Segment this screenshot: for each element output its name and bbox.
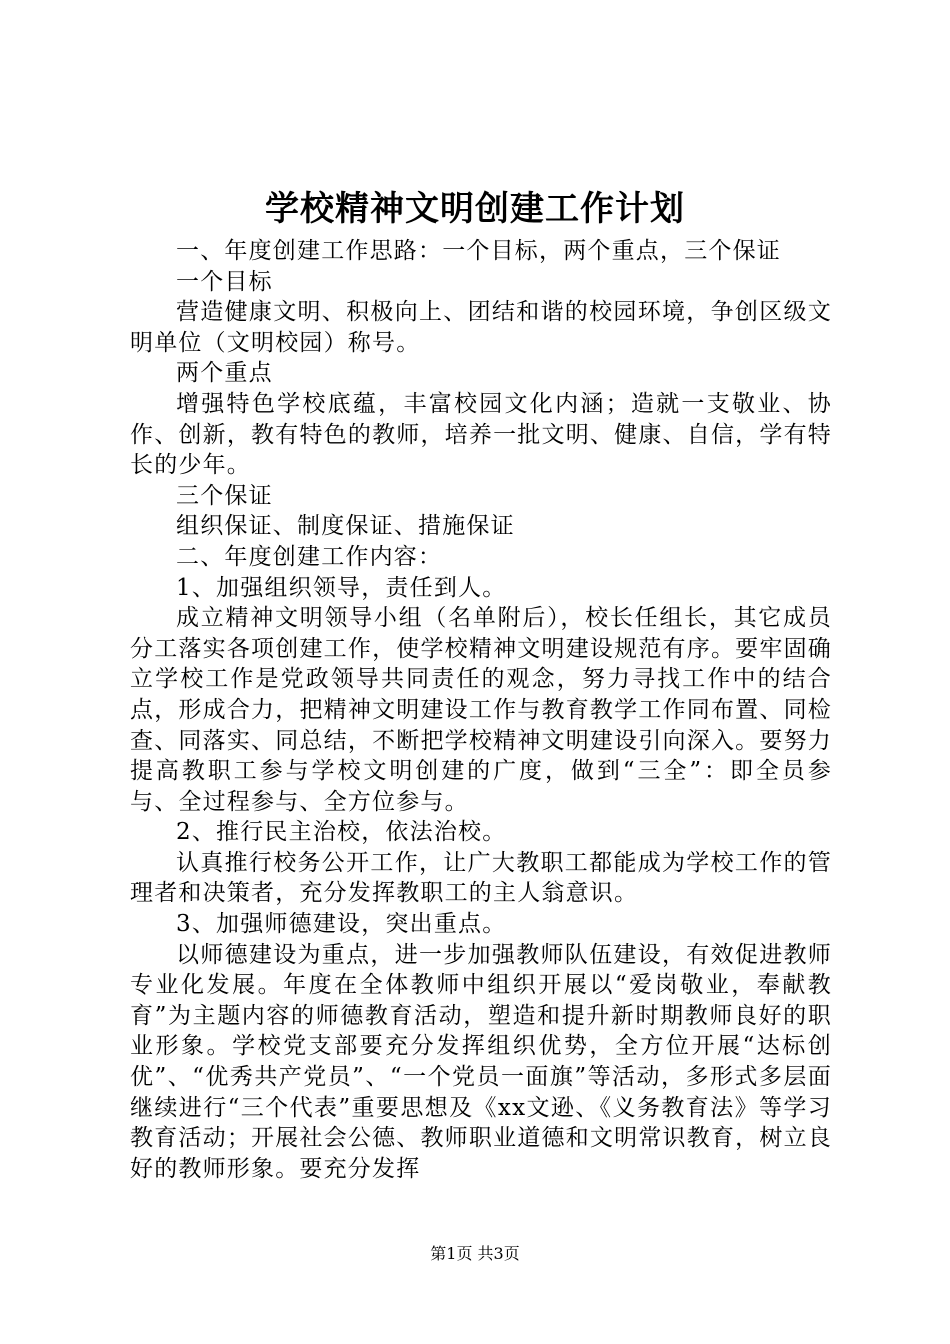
paragraph-6: 三个保证 bbox=[176, 482, 273, 509]
paragraph-2: 一个目标 bbox=[176, 268, 273, 295]
paragraph-11: 2、推行民主治校，依法治校。 bbox=[176, 819, 507, 846]
paragraph-14: 以师德建设为重点，进一步加强教师队伍建设，有效促进教师专业化发展。年度在全体教师中组织开展以“爱岗敬业，奉献教育”为主题内容的师德教育活动，塑造和提升新时期教师良好的职业形象。学校党支部要充分发挥组织优势，全方位开展“达标创优”、“优秀共产党员”、“一个党员一面旗”等活动，多形式多层面继续进行“三个代表”重要思想及《xx文逊、《义务教育法》等学习教育活动；开展社会公德、教师职业道德和文明常识教育，树立良好的教师形象。要充分发挥 bbox=[130, 941, 832, 1182]
paragraph-4: 两个重点 bbox=[176, 360, 273, 387]
document-body bbox=[130, 236, 832, 1184]
page-title: 学校精神文明创建工作计划 bbox=[265, 189, 685, 229]
paragraph-9: 1、加强组织领导，责任到人。 bbox=[176, 574, 507, 601]
paragraph-7: 组织保证、制度保证、措施保证 bbox=[176, 513, 515, 540]
paragraph-13: 3、加强师德建设，突出重点。 bbox=[176, 911, 507, 938]
paragraph-3: 营造健康文明、积极向上、团结和谐的校园环境，争创区级文明单位（文明校园）称号。 bbox=[130, 299, 832, 356]
paragraph-8: 二、年度创建工作内容： bbox=[176, 543, 443, 570]
page-footer: 第1页 共3页 bbox=[430, 1244, 520, 1263]
paragraph-10: 成立精神文明领导小组（名单附后），校长任组长，其它成员分工落实各项创建工作，使学校精神文明建设规范有序。要牢固确立学校工作是党政领导共同责任的观念，努力寻找工作中的结合点，形成合力，把精神文明建设工作与教育教学工作同布置、同检查、同落实、同总结，不断把学校精神文明建设引向深入。要努力提高教职工参与学校文明创建的广度，做到“三全”：即全员参与、全过程参与、全方位参与。 bbox=[130, 605, 832, 815]
paragraph-12: 认真推行校务公开工作，让广大教职工都能成为学校工作的管理者和决策者，充分发挥教职工的主人翁意识。 bbox=[130, 849, 832, 907]
paragraph-1: 一、年度创建工作思路：一个目标，两个重点，三个保证 bbox=[176, 238, 781, 264]
paragraph-5: 增强特色学校底蕴，丰富校园文化内涵；造就一支敬业、协作、创新，教有特色的教师，培养一批文明、健康、自信，学有特长的少年。 bbox=[130, 390, 832, 479]
